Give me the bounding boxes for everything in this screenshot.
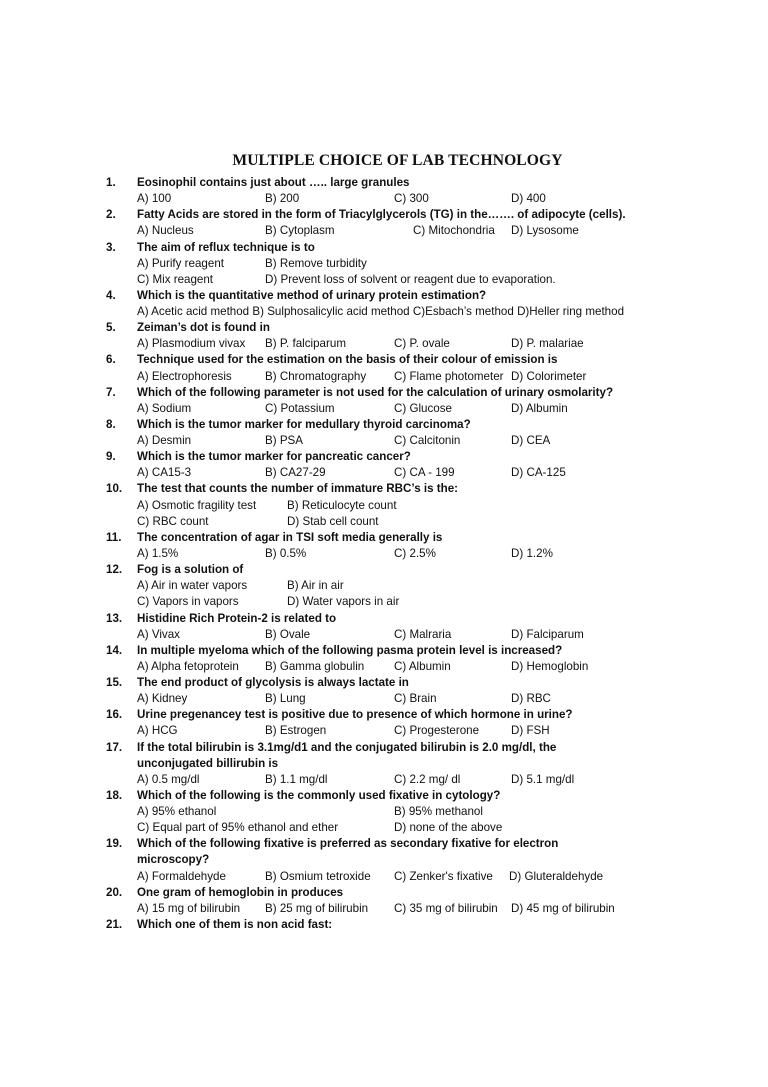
option: A) Desmin [137,434,192,448]
question-text: Urine pregenancey test is positive due to presence of which hormone in urine? [137,708,573,722]
option: C) Zenker's fixative [394,869,493,883]
question-text: The concentration of agar in TSI soft media generally is [137,530,443,544]
option: B) Lung [265,692,306,706]
option: A) Formaldehyde [137,869,226,883]
option: D) CA-125 [511,466,566,480]
question-number: 15. [106,676,123,690]
option: A) Osmotic fragility test [137,498,257,512]
question-number: 11. [106,530,122,544]
question-number: 4. [106,288,116,302]
option: B) 25 mg of bilirubin [265,901,369,915]
option: C) Progesterone [394,724,480,738]
question-number: 9. [106,450,116,464]
option: B) 200 [265,192,300,206]
question-number: 8. [106,417,116,431]
option: B) CA27-29 [265,466,326,480]
option: D) Prevent loss of solvent or reagent due to evaporation. [265,272,556,286]
question-text: Technique used for the estimation on the basis of their colour of emission is [137,353,558,367]
question-number: 3. [106,240,116,254]
option: B) Osmium tetroxide [265,869,371,883]
option: C) Malraria [394,627,452,641]
option: D) 400 [511,192,546,206]
option: A) Acetic acid method [137,305,250,319]
option: A) Vivax [137,627,180,641]
question-text: Zeiman’s dot is found in [137,321,270,335]
option: B) Ovale [265,627,311,641]
question-text: Fog is a solution of [137,563,244,577]
option: A) 1.5% [137,546,179,560]
option: B) Remove turbidity [265,256,367,270]
option: A) 0.5 mg/dl [137,772,200,786]
question-text: The test that counts the number of immature RBC’s is the: [137,482,459,496]
option: D) none of the above [394,821,503,835]
question-text: Which one of them is non acid fast: [137,917,333,931]
option: D)Heller ring method [517,305,625,319]
option: C) 35 mg of bilirubin [394,901,498,915]
question-number: 6. [106,353,116,367]
question-number: 12. [106,563,123,577]
question-text: The aim of reflux technique is to [137,240,315,254]
option: A) Electrophoresis [137,369,232,383]
question-number: 14. [106,643,123,657]
question-number: 18. [106,788,123,802]
option: C) Flame photometer [394,369,504,383]
option: D) 1.2% [511,546,553,560]
option: D) CEA [511,434,551,448]
option: A) Nucleus [137,224,194,238]
option: A) Air in water vapors [137,579,248,593]
option: C) P. ovale [394,337,450,351]
option-flow [137,304,624,320]
question-number: 10. [106,482,123,496]
option: C) 2.5% [394,546,436,560]
option: C) 2.2 mg/ dl [394,772,461,786]
question-text: One gram of hemoglobin in produces [137,885,344,899]
question-text: Eosinophil contains just about ….. large granules [137,176,410,189]
option: A) Alpha fetoprotein [137,659,239,673]
option: B) Chromatography [265,369,367,383]
option: C) Albumin [394,659,451,673]
option: C) Mix reagent [137,272,214,286]
question-text: The end product of glycolysis is always lactate in [137,676,409,690]
question-text: Which of the following parameter is not used for the calculation of urinary osmolarity? [137,385,614,399]
question-number: 13. [106,611,123,625]
question-text: In multiple myeloma which of the following pasma protein level is increased? [137,643,563,657]
question-text: Which is the tumor marker for pancreatic cancer? [137,450,411,464]
option: C) Brain [394,692,437,706]
option: B) Cytoplasm [265,224,335,238]
question-number: 21. [106,917,123,931]
question-number: 20. [106,885,123,899]
question-text: unconjugated billirubin is [137,756,279,770]
option: B) 1.1 mg/dl [265,772,328,786]
question-text: Fatty Acids are stored in the form of Triacylglycerols (TG) in the……. of adipocyte (cells). [137,208,626,222]
question-number: 2. [106,208,116,222]
option: B) Sulphosalicylic acid method [252,305,410,319]
question-number: 7. [106,385,116,399]
option: B) Estrogen [265,724,327,738]
option: C) Glucose [394,401,452,415]
option: A) Purify reagent [137,256,224,270]
option: D) Colorimeter [511,369,587,383]
option: D) FSH [511,724,550,738]
option: D) P. malariae [511,337,584,351]
option: D) RBC [511,692,551,706]
question-text: Which of the following fixative is preferred as secondary fixative for electron [137,837,559,851]
question-number: 16. [106,708,123,722]
option: D) Gluteraldehyde [509,869,604,883]
option: C) Potassium [265,401,335,415]
question-text: Which is the quantitative method of urinary protein estimation? [137,288,487,302]
question-text: If the total bilirubin is 3.1mg/d1 and the conjugated bilirubin is 2.0 mg/dl, the [137,740,557,754]
question-text: Which is the tumor marker for medullary thyroid carcinoma? [137,417,471,431]
option: D) 5.1 mg/dl [511,772,575,786]
option: C) CA - 199 [394,466,455,480]
option: D) Albumin [511,401,568,415]
option: B) Air in air [287,579,344,593]
option: B) Reticulocyte count [287,498,397,512]
question-number: 1. [106,176,116,189]
question-number: 19. [106,837,123,851]
option: C) Calcitonin [394,434,461,448]
option: D) Lysosome [511,224,579,238]
question-number: 5. [106,321,116,335]
question-number: 17. [106,740,123,754]
option: A) Plasmodium vivax [137,337,246,351]
option: A) 95% ethanol [137,805,217,819]
option: D) Hemoglobin [511,659,589,673]
option: A) 100 [137,192,172,206]
option: D) Falciparum [511,627,584,641]
question-text: Which of the following is the commonly used fixative in cytology? [137,788,501,802]
option: B) P. falciparum [265,337,346,351]
option: B) 95% methanol [394,805,483,819]
option: B) Gamma globulin [265,659,365,673]
option: C) Equal part of 95% ethanol and ether [137,821,339,835]
option: C) 300 [394,192,429,206]
question-text: microscopy? [137,853,210,867]
option: D) Water vapors in air [287,595,400,609]
option: A) CA15-3 [137,466,192,480]
page-title: MULTIPLE CHOICE OF LAB TECHNOLOGY [232,152,563,169]
question-text: Histidine Rich Protein-2 is related to [137,611,337,625]
option: C)Esbach’s method [412,305,514,319]
option: A) 15 mg of bilirubin [137,901,241,915]
option: A) HCG [137,724,178,738]
option: A) Sodium [137,401,192,415]
option: C) Mitochondria [413,224,495,238]
option: B) 0.5% [265,546,307,560]
option: C) RBC count [137,514,209,528]
option: D) 45 mg of bilirubin [511,901,615,915]
option: C) Vapors in vapors [137,595,239,609]
option: A) Kidney [137,692,188,706]
option: B) PSA [265,434,304,448]
option: D) Stab cell count [287,514,379,528]
